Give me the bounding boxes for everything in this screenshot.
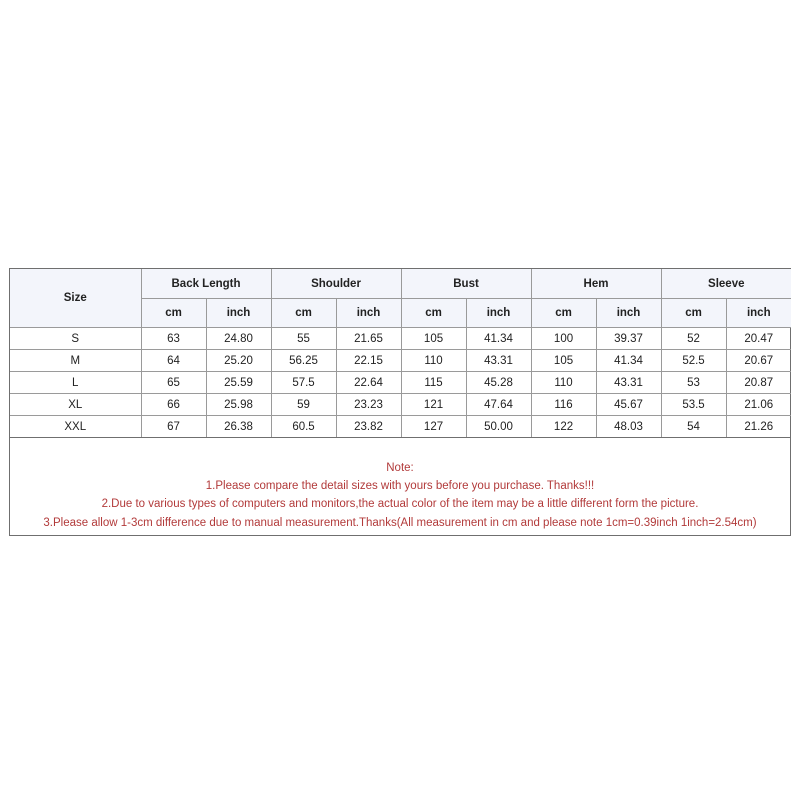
table-row [10, 394, 791, 416]
shoulder-inch-cell: 22.15 [336, 350, 401, 372]
shoulder-cm-cell: 55 [271, 328, 336, 350]
bust-cm-cell: 105 [401, 328, 466, 350]
unit-cm-header: cm [661, 299, 726, 328]
size-cell: S [10, 328, 141, 350]
unit-inch-header: inch [726, 299, 791, 328]
hem-inch-cell: 45.67 [596, 394, 661, 416]
header-sleeve: Sleeve [661, 269, 791, 299]
size-cell: XXL [10, 416, 141, 438]
unit-inch-header: inch [206, 299, 271, 328]
back-length-inch-cell: 26.38 [206, 416, 271, 438]
bust-inch-cell: 41.34 [466, 328, 531, 350]
hem-cm-cell: 122 [531, 416, 596, 438]
unit-inch-header: inch [596, 299, 661, 328]
hem-inch-cell: 39.37 [596, 328, 661, 350]
shoulder-cm-cell: 60.5 [271, 416, 336, 438]
unit-cm-header: cm [401, 299, 466, 328]
bust-cm-cell: 110 [401, 350, 466, 372]
shoulder-cm-cell: 57.5 [271, 372, 336, 394]
back-length-inch-cell: 24.80 [206, 328, 271, 350]
shoulder-inch-cell: 23.23 [336, 394, 401, 416]
back-length-cm-cell: 63 [141, 328, 206, 350]
unit-cm-header: cm [271, 299, 336, 328]
note-title: Note: [386, 462, 414, 474]
table-body [10, 328, 791, 438]
header-hem: Hem [531, 269, 661, 299]
sleeve-inch-cell: 20.67 [726, 350, 791, 372]
header-shoulder: Shoulder [271, 269, 401, 299]
hem-cm-cell: 116 [531, 394, 596, 416]
unit-cm-header: cm [141, 299, 206, 328]
note-line-3: 3.Please allow 1-3cm difference due to manual measurement.Thanks(All measurement in cm and please note 1cm=0.39inch 1inch=2.54cm) [43, 516, 757, 529]
unit-inch-header: inch [466, 299, 531, 328]
note-section [10, 438, 790, 535]
unit-inch-header: inch [336, 299, 401, 328]
shoulder-inch-cell: 23.82 [336, 416, 401, 438]
size-cell: M [10, 350, 141, 372]
back-length-inch-cell: 25.59 [206, 372, 271, 394]
bust-inch-cell: 47.64 [466, 394, 531, 416]
size-column-header: Size [10, 269, 141, 328]
sleeve-cm-cell: 52.5 [661, 350, 726, 372]
hem-inch-cell: 48.03 [596, 416, 661, 438]
hem-inch-cell: 43.31 [596, 372, 661, 394]
sleeve-inch-cell: 21.06 [726, 394, 791, 416]
hem-cm-cell: 100 [531, 328, 596, 350]
bust-cm-cell: 127 [401, 416, 466, 438]
sleeve-cm-cell: 54 [661, 416, 726, 438]
bust-inch-cell: 43.31 [466, 350, 531, 372]
sleeve-cm-cell: 53.5 [661, 394, 726, 416]
hem-inch-cell: 41.34 [596, 350, 661, 372]
size-chart [9, 268, 791, 536]
shoulder-cm-cell: 56.25 [271, 350, 336, 372]
back-length-cm-cell: 67 [141, 416, 206, 438]
header-back-length: Back Length [141, 269, 271, 299]
header-bust: Bust [401, 269, 531, 299]
sleeve-cm-cell: 53 [661, 372, 726, 394]
bust-inch-cell: 45.28 [466, 372, 531, 394]
sleeve-inch-cell: 21.26 [726, 416, 791, 438]
hem-cm-cell: 110 [531, 372, 596, 394]
table-row [10, 372, 791, 394]
back-length-cm-cell: 64 [141, 350, 206, 372]
table-row [10, 350, 791, 372]
table-row [10, 328, 791, 350]
size-cell: XL [10, 394, 141, 416]
sleeve-inch-cell: 20.47 [726, 328, 791, 350]
bust-cm-cell: 115 [401, 372, 466, 394]
sleeve-cm-cell: 52 [661, 328, 726, 350]
shoulder-inch-cell: 21.65 [336, 328, 401, 350]
unit-cm-header: cm [531, 299, 596, 328]
note-line-1: 1.Please compare the detail sizes with yours before you purchase. Thanks!!! [205, 480, 595, 493]
note-line-2: 2.Due to various types of computers and monitors,the actual color of the item may be a little different form the picture. [101, 498, 699, 511]
size-table [10, 269, 791, 438]
table-row [10, 416, 791, 438]
shoulder-cm-cell: 59 [271, 394, 336, 416]
back-length-inch-cell: 25.98 [206, 394, 271, 416]
table-header [10, 269, 791, 328]
sleeve-inch-cell: 20.87 [726, 372, 791, 394]
back-length-cm-cell: 65 [141, 372, 206, 394]
bust-inch-cell: 50.00 [466, 416, 531, 438]
bust-cm-cell: 121 [401, 394, 466, 416]
back-length-cm-cell: 66 [141, 394, 206, 416]
back-length-inch-cell: 25.20 [206, 350, 271, 372]
shoulder-inch-cell: 22.64 [336, 372, 401, 394]
size-cell: L [10, 372, 141, 394]
hem-cm-cell: 105 [531, 350, 596, 372]
header-group-row [10, 269, 791, 299]
